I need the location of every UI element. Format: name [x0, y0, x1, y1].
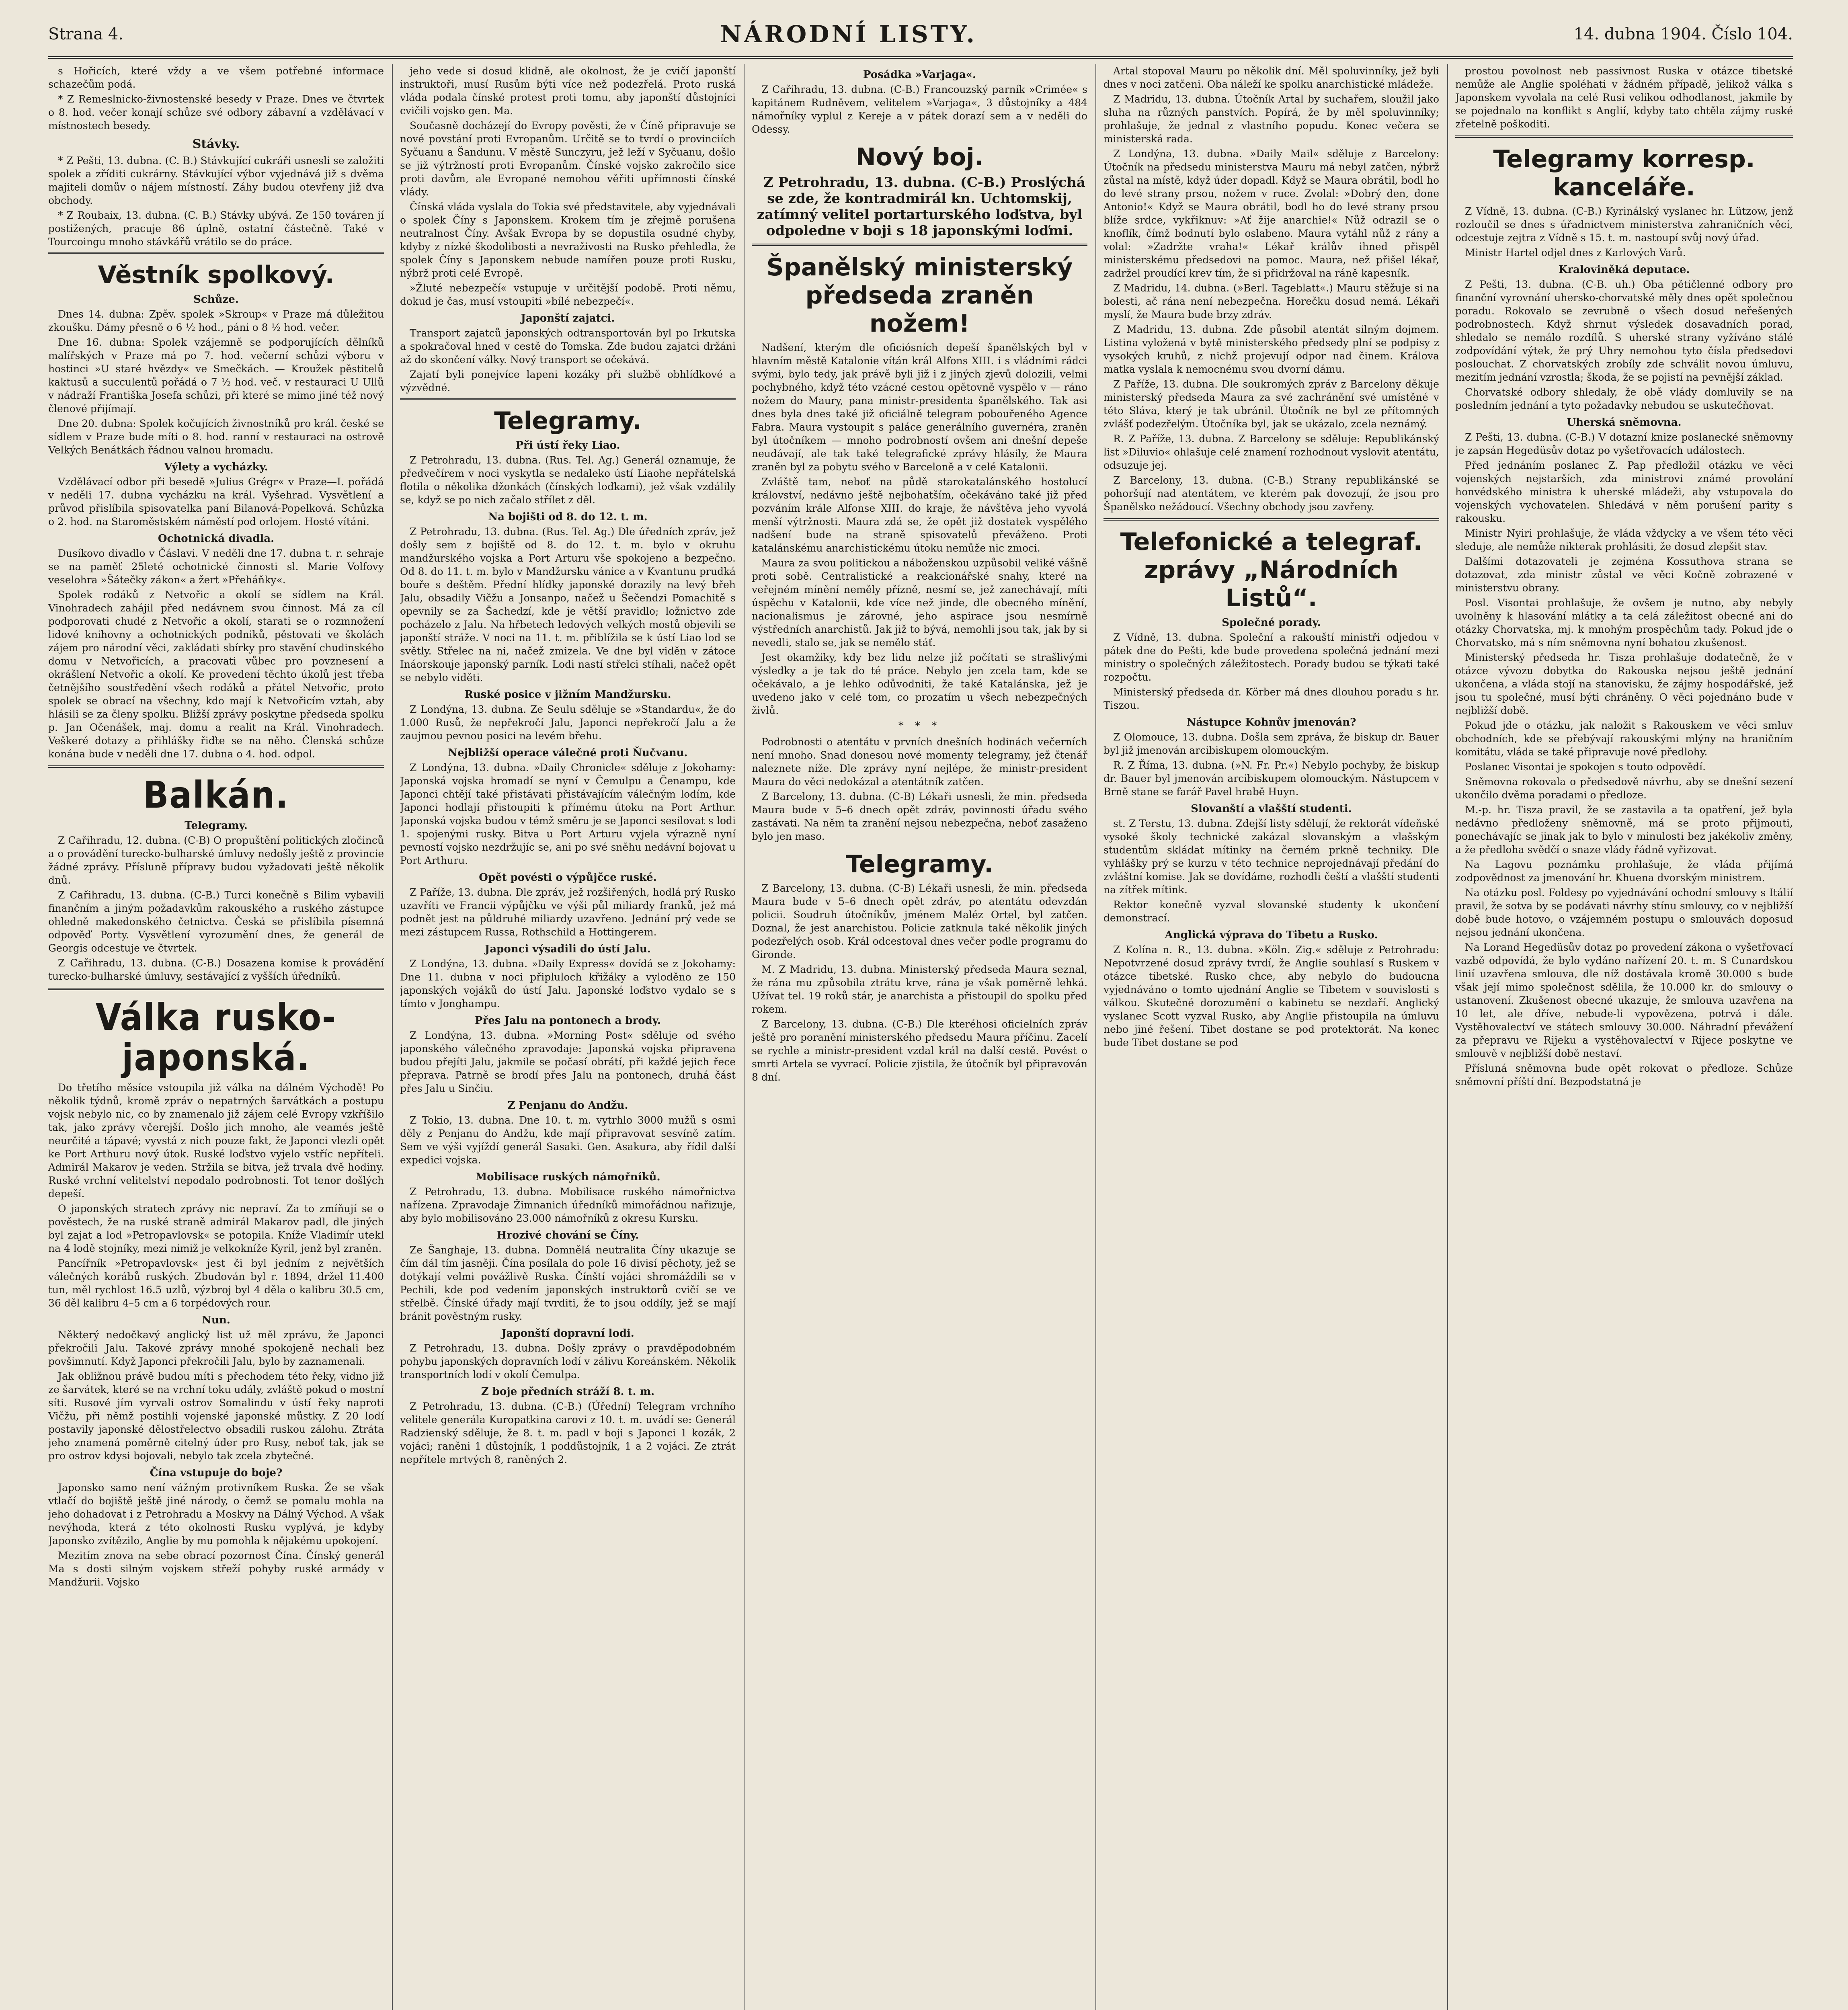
paragraph: Z Paříže, 13. dubna. Dle zpráv, jež rozšiřených, hodlá prý Rusko uzavříti ve Francii výpůjčku ve výši půl miliardy franků, jež má podnět jest na půldruhé miliardy uzavřeno. Jednání prý vede se mezi zástupcem Russa, Rothschild a Hottingerem. — [400, 886, 736, 938]
paragraph: Posl. Visontai prohlašuje, že ovšem je nutno, aby nebyly uvolněny k hlasování mlátky a ta celá záležitost obecné ani do otázky Chorvatska, mj. k mnohým prospěchům tady. Pokud jde o Chorvatsko, má s ním sněmovna nyní bohatou zkušenost. — [1455, 597, 1793, 648]
paragraph: prostou povolnost neb passivnost Ruska v otázce tibetské nemůže ale Anglie spoléhati v žádném případě, jelikož válka s Japonskem vyvolala na celé Rusi velikou odhodlanost, jakmile by se pojednalo na konflikt s Anglií, kdyby tato chtěla zájmy ruské zřetelně poškoditi. — [1455, 65, 1793, 130]
paragraph: Nadšení, kterým dle oficiósních depeší španělských byl v hlavním městě Katalonie vítán král Alfons XIII. i s vládními rádci svými, bylo tedy, jak právě byli již i z jiných zjevů dolozili, velmi pochybného, když této vzácné cestou opětovně vyspělo v — ráno nožem do Maury, pana ministr-presidenta španělského. Tak asi dnes byla dnes také již oficiálně telegram pobouřeného Agence Fabra. Maura vystoupit s paláce generálního guvernéra, zraněn byl útočníkem — mnoho podrobností ovšem ani dnešní depeše neudávají, ale tak také telegrafické zprávy hlásily, že Maura zraněn byl za pobytu svého v Barceloně a v celé Katalonii. — [752, 342, 1087, 473]
subheading: Z Penjanu do Andžu. — [507, 1099, 628, 1112]
paragraph: Z Petrohradu, 13. dubna. Mobilisace ruského námořnictva nařízena. Zpravodaje Žimnanich úředníků mimořádnou nařizuje, aby bylo mobilisováno 23.000 námořníků z okresu Kursku. — [400, 1186, 736, 1224]
paragraph: M.-p. hr. Tisza pravil, že se zastavila a ta opatření, jež byla nedávno předloženy sněmovně, má se proto přijmouti, ponechávajíc se jinak jak to bylo v minulosti bez jakékoliv změny, a že předloha svědčí o snaze vlády řádně vyřizovat. — [1455, 804, 1793, 855]
paragraph: Mezitím znova na sebe obrací pozornost Čína. Čínský generál Ma s dosti silným vojskem střeží pohyby ruské armády v Mandžurii. Vojsko — [48, 1550, 384, 1588]
paragraph: Rektor konečně vyzval slovanské studenty k ukončení demonstrací. — [1103, 899, 1439, 924]
paragraph: Dusíkovo divadlo v Čáslavi. V neděli dne 17. dubna t. r. sehraje se na paměť 25leté ochotnické činnosti sl. Marie Volfovy veselohra »Šátečky zákon« a žert »Přeháňky«. — [48, 548, 384, 586]
subheading: Při ústí řeky Liao. — [515, 439, 620, 451]
subheading: Kraloviněká deputace. — [1558, 264, 1690, 276]
section-heading-telegramy-3: Telegramy. — [846, 850, 993, 878]
column-2 — [400, 64, 736, 2010]
issue-date: 14. dubna 1904. Číslo 104. — [1573, 25, 1793, 43]
page-number: Strana 4. — [48, 25, 123, 43]
subheading: Mobilisace ruských námořníků. — [475, 1171, 660, 1183]
paragraph: * Z Pešti, 13. dubna. (C. B.) Stávkující cukráři usnesli se založiti spolek a zříditi cukrárny. Stávkující výbor vyjednává již s dvěma majiteli domův o nájem místností. Záhy budou otevřeny již dva obchody. — [48, 155, 384, 206]
subheading: Ruské posice v jižním Mandžursku. — [464, 689, 671, 701]
lead-paragraph: Z Petrohradu, 13. dubna. (C-B.) Proslýchá se zde, že kontradmirál kn. Uchtomskij, zatímný velitel portarturského loďstva, byl odpoledne v boji s 18 japonskými loďmi. — [757, 174, 1085, 239]
paragraph: Z Pešti, 13. dubna. (C-B. uh.) Oba pětičlenné odbory pro finanční vyrovnání uhersko-chorvatské měly dnes opět společnou poradu. Rokovalo se zevrubně o všech dosud neřešených podrobnostech. Když shrnut výsledek dosavadních porad, shledalo se nemálo rozdílů. S uherské strany vyžíváno stálé zodpovídání výtek, že prý Uhry nemohou tyto čísla předsedovi poslouchat. Z chorvatských zrobíly zde schválit novou úmluvu, mezitím jednání vzrostla; škoda, že se pojistí na pevnější základ. — [1455, 279, 1793, 383]
paragraph: Dnes 14. dubna: Zpěv. spolek »Skroup« v Praze má důležitou zkoušku. Dámy přesně o 6 ½ hod., páni o 8 ½ hod. večer. — [48, 308, 384, 333]
paragraph: * Z Roubaix, 13. dubna. (C. B.) Stávky ubývá. Ze 150 továren jí postižených, pracuje 86 úplně, ostatní částečně. Také v Tourcoingu mnoho stávkářů vrátilo se do práce. — [48, 209, 384, 248]
subheading: Nun. — [202, 1314, 230, 1326]
subheading: Uherská sněmovna. — [1567, 416, 1682, 429]
subheading: Posádka »Varjaga«. — [863, 69, 976, 81]
section-heading-spanelsky: Španělský ministerský předseda zraněn nožem! — [766, 253, 1073, 338]
paragraph: Z Londýna, 13. dubna. »Daily Mail« sděluje z Barcelony: Útočník na předsedu ministerstva Mauru má nebyl zatčen, nýbrž zůstal na místě, když úder dopadl. Když se Maura obrátil, bodl ho do levé strany prsou, nožem v ruce. Zvolal: »Dobrý den, done Antonio!« Když se Maura obrátil, bodl ho do levé strany prsou blíže srdce, vykřiknuv: »Ať žije anarchie!« Nůž odrazil se o knoflík, čímž bodnutí bylo oslabeno. Maura vytáhl nůž z rány a volal: »Zadržte vraha!« Lékař králův ihned přispěl ministerskému předsedovi na pomoc. Maura, než přišel lékař, zadržel proudící krev tím, že si přidržoval na ráně kapesník. — [1103, 148, 1439, 279]
paragraph: Přísluná sněmovna bude opět rokovat o předloze. Schůze sněmovní příští dní. Bezpodstatná je — [1455, 1062, 1793, 1087]
paragraph: Dalšími dotazovateli je zejména Kossuthova strana se dotazovat, zda ministr zůstal ve věci Kočně zobrazené v ministerstvu obrany. — [1455, 556, 1793, 594]
paragraph: Spolek rodáků z Netvořic a okolí se sídlem na Král. Vinohradech zahájil před nedávnem svou činnost. Má za cíl podporovati chudé z Netvořic a okolí, starati se o rozmnožení lidové knihovny a ochotnických podniků, pěstovati ve školách zájem pro národní věci, zakládati sbírky pro stavění chudinského domu v Netvořicích, a pracovati vůbec pro povznesení a okrášlení Netvořic a okolí. Ke provedení těchto úkolů jest třeba četnějšího soustředění všech rodáků a přátel Netvořic, proto spolek se obrací na všechny, kdo mají k Netvořicím vztah, aby hlásili se za členy spolku. Bližší zprávy poskytne předseda spolku p. Jan Očenášek, maj. domu a realit na Král. Vinohradech. Veškeré dotazy a přihlášky řiďte se na něho. Členská schůze konána bude v neděli dne 17. dubna o 4. hod. odpol. — [48, 589, 384, 760]
paragraph: Z Barcelony, 13. dubna. (C-B) Lékaři usnesli, že min. předseda Maura bude v 5–6 dnech opět zdráv, po atentátu odevzdán policii. Soudruh útočníkův, jménem Maléz Ortel, byl zatčen. Doznal, že jest anarchistou. Policie zatknula také několik jiných podezřelých osob. Král odcestoval dnes večer podle programu do Gironde. — [752, 882, 1087, 960]
paragraph: »Žluté nebezpečí« vstupuje v určitější podobě. Proti němu, dokud je čas, musí vstoupiti »bílé nebezpečí«. — [400, 282, 736, 307]
paragraph: Japonsko samo není vážným protivníkem Ruska. Že se však vtlačí do bojiště ještě jiné národy, o čemž se pomalu mohla na jeho dohadovat i z Petrohradu a Moskvy na Dálný Východ. A však nevýhoda, která z této okolnosti Rusku vyplývá, je kdyby Japonsko zvítězilo, Anglie by mu pomohla k nějakému upokojení. — [48, 1482, 384, 1546]
paragraph: Z Cařihradu, 13. dubna. (C-B.) Turci konečně s Bilim vybavili finančním a jiným požadavkům rakouského a ruského zástupce ohledně makedonského četnictva. Česká se přislíbila písemná odpověď Porty. Vysvětlení vyrozumění dnes, že generál de Georgis odcestuje ve čtvrtek. — [48, 889, 384, 954]
column-5 — [1455, 64, 1793, 2010]
paragraph: R. Z Říma, 13. dubna. (»N. Fr. Pr.«) Nebylo pochyby, že biskup dr. Bauer byl jmenován arcibiskupem olomouckým. Nástupcem v Brně stane se farář Pavel hrabě Huyn. — [1103, 759, 1439, 798]
paragraph: Pokud jde o otázku, jak naložit s Rakouskem ve věci smluv obchodních, kde se přebývají rakouskými mlýny na hraničním komitátu, vláda se také připravuje nové předlohy. — [1455, 720, 1793, 758]
paragraph: Z Madridu, 13. dubna. Zde působil atentát silným dojmem. Listina vyložená v bytě ministerského předsedy plní se podpisy z vysokých kruhů, z nichž projevují odpor nad činem. Králova matka vyslala k nemocnému svou dvorní dámu. — [1103, 324, 1439, 375]
subheading: Opět povésti o výpůjčce ruské. — [479, 872, 657, 884]
paragraph: Podrobnosti o atentátu v prvních dnešních hodinách večerních není mnoho. Snad donesou nové momenty telegramy, jež čtenář naleznete níže. Dle zprávy nyní nejlépe, že ministr-president Maura do věci nedokázal a atentátník zatčen. — [752, 736, 1087, 788]
subheading: Nejbližší operace válečné proti Ňučvanu. — [448, 747, 688, 759]
paragraph: st. Z Terstu, 13. dubna. Zdejší listy sdělují, že rektorát vídeňské vysoké školy technické zakázal slovanským a vlašským studentům skládat mítinky na černém prkně techniky. Dle vyhlášky prý se kurzu v této technice neprojednávají předání do zvláštní komise. Jak se dovídáme, rozhodli čeští a vlašští studenti na zítřek mítink. — [1103, 818, 1439, 896]
paragraph: Z Londýna, 13. dubna. Ze Seulu sděluje se »Standardu«, že do 1.000 Rusů, že nepřekročí Jalu, Japonci nepřekročí Jalu a že zaujmou pevnou posici na levém břehu. — [400, 704, 736, 742]
section-heading-vestnik: Věstník spolkový. — [98, 261, 334, 289]
paragraph: Z Vídně, 13. dubna. Společní a rakouští ministři odjedou v pátek dne do Pešti, kde bude provedena společná jednání mezi ministry o společných záležitostech. Porady budou se týkati také rozpočtu. — [1103, 632, 1439, 683]
paragraph: Vzdělávací odbor při besedě »Julius Grégr« v Praze—I. pořádá v neděli 17. dubna vycházku na král. Vyšehrad. Vysvětlení a průvod přislíbila spisovatelka paní Bilanová-Popelková. Schůzka o 2. hod. na Staroměstském náměstí pod orlojem. Hosté vítáni. — [48, 476, 384, 527]
subheading: Výlety a vycházky. — [164, 461, 268, 473]
paragraph: Sněmovna rokovala o předsedově návrhu, aby se dnešní sezení ukončilo dvěma poradami o předloze. — [1455, 776, 1793, 801]
subheading: Schůze. — [193, 293, 239, 306]
paragraph: Z Barcelony, 13. dubna. (C-B.) Dle kteréhosi oficielních zpráv ještě pro poranění ministerského předsedu Maura příčinu. Zacelí se rychle a ministr-president vzdal král na další cestě. Povést o smrti Artela se vyvrací. Policie zjistila, že útočník byl připravován 8 dní. — [752, 1018, 1087, 1083]
paragraph: Na Lagovu poznámku prohlašuje, že vláda přijímá zodpovědnost za jmenování hr. Khuena dvorským ministrem. — [1455, 859, 1793, 884]
paragraph: Z Petrohradu, 13. dubna. (Rus. Tel. Ag.) Generál oznamuje, že předvečírem v noci vyskytla se nedaleko ústí Liaohe nepřátelská flotila o několika džonkách (čínských loďkami), jež však vzdálily se, když se po nich začalo střílet z děl. — [400, 454, 736, 506]
subheading: Přes Jalu na pontonech a brody. — [475, 1015, 661, 1027]
paragraph: Na Lorand Hegedüsův dotaz po provedení zákona o vyšetřovací vazbě odpovídá, že bylo vydáno nařízení 20. t. m. S Cunardskou linií uzavřena smlouva, dle níž dostávala kromě 30.000 s bude však její mimo společnost sdělila, že 10.000 kr. do smlouvy o ustanovení. Zkušenost obecné ukazuje, že smlouva uzavřena na 10 let, ale dříve, nebude-li vypovězena, potrvá i dále. Vystěhovalectví ve státech smlouvy 30.000. Náhradní převážení za přepravu ve Rijeku a vystěhovalectví v Rijece poskytne ve smlouvě v nejbližší době nestaví. — [1455, 941, 1793, 1059]
column-rule — [1447, 64, 1448, 2010]
paragraph: Ministerský předseda hr. Tisza prohlašuje dodatečně, že v otázce vývozu dobytka do Rakouska nejsou ještě jednání ukončena, a vláda stojí na stanovisku, že zájmy hospodářské, jež jsou tu společné, musí býti chráněny. O věci pojednáno bude v nejbližší době. — [1455, 652, 1793, 716]
column-rule — [1095, 64, 1096, 2010]
paragraph: Z Cařihradu, 13. dubna. (C-B.) Dosazena komise k provádění turecko-bulharské úmluvy, sestávající z vyšších úředníků. — [48, 957, 384, 982]
paragraph: Z Petrohradu, 13. dubna. (C-B.) (Úřední) Telegram vrchního velitele generála Kuropatkina carovi z 10. t. m. uvádí se: Generál Radzienský sděluje, že 8. t. m. padl v boji s Japonci 1 kozák, 2 vojáci; raněni 1 důstojník, 1 poddůstojník, 1 a 2 vojáci. Ze ztrát nepřítele mrtvých 8, raněných 2. — [400, 1401, 736, 1465]
paragraph: Ministerský předseda dr. Körber má dnes dlouhou poradu s hr. Tiszou. — [1103, 686, 1439, 711]
paragraph: Čínská vláda vyslala do Tokia své představitele, aby vyjednávali o spolek Číny s Japonskem. Krokem tím je zřejmě porušena neutralnost Číny. Avšak Evropa by se dopustila osudné chyby, kdyby z nízké škodolibosti a nevraživosti na Rusko přehledla, že spolek Číny s Japonskem nebude namířen pouze proti Rusku, nýbrž proti celé Evropě. — [400, 201, 736, 279]
subheading: Na bojišti od 8. do 12. t. m. — [488, 511, 648, 523]
paragraph: Z Petrohradu, 13. dubna. (Rus. Tel. Ag.) Dle úředních zpráv, jež došly sem z bojiště od 8. do 12. t. m. bylo v okruhu mandžurského vojska a Port Arturu vše spokojeno a bezpečno. Od 8. do 11. t. m. bylo v Mandžursku vánice a v Kvantunu prudká bouře s deštěm. Přední hlídky japonské dorazily na levý břeh Jalu, obsadily Vičžu a Jonsanpo, načež u Šečendzi Pomachitě s opevnily se za Šachedzí, kde je větší pravidlo; ložnictvo zde pocházelo z Jalu. Na hřbetech ledových velkých mostů objevili se japonští stráže. V noci na 11. t. m. přiblížila se k ústí Liao lod se světly. Střelec na ni, načež zmizela. Ve dne byl viděn v zátoce Ináorskouje japonský parník. Lodi nastí střelci stíhali, načež opět se nebylo viděti. — [400, 526, 736, 683]
paragraph: Maura za svou politickou a náboženskou uzpůsobil veliké vášně proti sobě. Centralistické a reakcionářské snahy, které na veřejném mínění neměly přízně, nesmí se, jež zanechávají, míti úspěchu v Katalonii, kde více než jinde, dle obecného mínění, nacionalismus je zárovné, jeho aspirace jsou nesmírně výstředních anarchistů. Jak již to bývá, nemohli jsou tak, jak by si nevedli, stalo se, jak se nemělo stáť. — [752, 557, 1087, 648]
paragraph: Na otázku posl. Foldesy po vyjednávání ochodní smlouvy s Itálií pravil, že sotva by se podávati návrhy stínu smlouvy, co v nejbližší době bude hotovo, o vzájemném postupu o smlouvách doposud nejsou jednání ukončena. — [1455, 887, 1793, 938]
paragraph: s Hořicích, které vždy a ve všem potřebné informace schazečům podá. — [48, 65, 384, 90]
paragraph: Zajatí byli ponejvíce lapeni kozáky při službě obhlídkové a výzvědné. — [400, 369, 736, 394]
section-heading-novy-boj: Nový boj. — [855, 143, 984, 171]
paragraph: Před jednáním poslanec Z. Pap předložil otázku ve věci vojenských nejstarších, zda ministrovi známé provolání honvédského ministra k uherské mládeži, aby vstupovala do vojenských vychovatelen. Shledává v něm porušení parity s rakousku. — [1455, 459, 1793, 524]
subheading: Nástupce Kohnův jmenován? — [1186, 716, 1356, 728]
paragraph: Ministr Nyiri prohlašuje, že vláda vždycky a ve všem této věci sleduje, ale nemůže nikterak prohlásiti, že dosud zlepšit stav. — [1455, 527, 1793, 552]
paragraph: Z Cařihradu, 12. dubna. (C-B) O propuštění politických zločinců a o provádění turecko-bulharské úmluvy nedošly ještě z provincie žádné zprávy. Přísluně přípravy budou vyžadovati ještě několik dnů. — [48, 835, 384, 886]
paragraph: Ministr Hartel odjel dnes z Karlových Varů. — [1465, 247, 1686, 258]
paragraph: Dne 16. dubna: Spolek vzájemně se podporujících dělníků malířských v Praze má po 7. hod. večerní schůzi výboru v hostinci »U staré hvězdy« ve Smečkách. — Kroužek pěstitelů kaktusů a succulentů pořádá o 7 ½ hod. več. v restauraci U Ullů v nádraží Františka Josefa schůzi, při které se mimo jiné též nový členové přijímají. — [48, 336, 384, 414]
paragraph: Artal stopoval Mauru po několik dní. Měl spoluvinníky, jež byli dnes v noci zatčeni. Oba náleží ke spolku anarchistické mládeže. — [1103, 65, 1439, 90]
paragraph: Některý nedočkavý anglický list už měl zprávu, že Japonci překročili Jalu. Takové zprávy mnohé spokojeně nechali bez povšimnutí. Když Japonci překročili Jalu, bylo by zaznamenali. — [48, 1329, 384, 1367]
paragraph: Z Tokio, 13. dubna. Dne 10. t. m. vytrhlo 3000 mužů s osmi děly z Penjanu do Andžu, kde mají připravovat sesvíně zatím. Sem ve výši vyjíždí generál Sasaki. Gen. Asakura, aby řídil další expedici vojska. — [400, 1114, 736, 1166]
paragraph: Z Londýna, 13. dubna. »Morning Post« sděluje od svého japonského válečného zpravodaje: Japonská vojska připravena budou přejíti Jalu, jakmile se počasí obrátí, při každé jejich řece přeprava. Patrně se brodí přes Jalu na pontonech, druhá část přes Jalu u Sinčiu. — [400, 1030, 736, 1094]
subheading: Ochotnická divadla. — [158, 533, 275, 545]
paragraph: Zvláště tam, neboť na půdě starokatalánského hostolucí království, nedávno ještě nejbohatším, očekáváno také již před pozváním krále Alfonse XIII. do kraje, že návštěva jeho vyvolá menší výtržnosti. Maura zdá se, že opět již dostatek vyspělého nadšení bude na straně spisovatelů převáženo. Proti katalánskému anarchistickému útoku nemůže nic zmoci. — [752, 476, 1087, 554]
section-heading-stavky: Stávky. — [192, 137, 240, 151]
paragraph: Z Barcelony, 13. dubna. (C-B.) Strany republikánské se pohoršují nad atentátem, ve kterém pak dovozují, že jsou pro Španělsko nežádoucí. Všechny obchody jsou zavřeny. — [1103, 474, 1439, 513]
paragraph: Transport zajatců japonských odtransportován byl po Irkutska a spokračoval hned v cestě do Tomska. Zde budou zajatci držáni až do skončení války. Nový transport se očekává. — [400, 327, 736, 365]
paragraph: Z Kolína n. R., 13. dubna. »Köln. Zig.« sděluje z Petrohradu: Nepotvrzené dosud zprávy tvrdí, že Anglie souhlasí s Ruskem v otázce tibetské. Rusko chce, aby nebylo do budoucna vyjednáváno o tomto ujednání Anglie se Tibetem v souvislosti s válkou. Skutečné dorozumění o kabinetu se nezdaří. Anglický vyslanec Scott vyzval Rusko, aby Anglie přistoupila na úmluvu nebo jiné řešení. Tibet dostane se pod protektorát. Na konec bude Tibet dostane se pod — [1103, 944, 1439, 1048]
paragraph: Ze Šanghaje, 13. dubna. Domnělá neutralita Číny ukazuje se čím dál tím jasněji. Čína posílala do pole 16 divisí pěchoty, jež se dotýkají velmi povážlivě Ruska. Čínští vojáci shromáždili se v Pechili, kde pod vedením japonských instruktorů cvičí se ve střelbě. Čínské úřady mají tvrditi, že to jsou oddíly, jež se mají bránit pověstným rusky. — [400, 1244, 736, 1322]
section-heading-balkan: Balkán. — [143, 773, 289, 816]
paragraph: Chorvatské odbory shledaly, že obě vlády domluvily se na posledním jednání a tyto požadavky nebudou se uskutečňovat. — [1455, 386, 1793, 411]
subheading: Společné porady. — [1222, 617, 1321, 629]
column-rule — [392, 64, 393, 2010]
paragraph: Z Madridu, 14. dubna. (»Berl. Tageblatt«.) Mauru stěžuje si na bolesti, ač rána není nebezpečna. Horečku dosud nemá. Lékaři myslí, že Maura bude brzy zdráv. — [1103, 282, 1439, 320]
section-heading-telefonicke: Telefonické a telegraf. zprávy „Národních Listů“. — [1120, 528, 1423, 612]
paragraph: Z Barcelony, 13. dubna. (C-B) Lékaři usnesli, že min. předseda Maura bude v 5–6 dnech opět zdráv, povinnosti úřadu svého zastávati. Na něm ta zranění nejsou nebezpečna, neboť zasaženo bylo jen maso. — [752, 791, 1087, 842]
paragraph: Z Pešti, 13. dubna. (C-B.) V dotazní knize poslanecké sněmovny je zapsán Hegedüsův dotaz po vyšetřovacích událostech. — [1455, 431, 1793, 456]
paragraph: Pancířník »Petropavlovsk« jest či byl jedním z největších válečných korábů ruských. Zbudován byl r. 1894, držel 11.400 tun, měl rychlost 16.5 uzlů, výzbroj byl 4 děla o kalibru 30.5 cm, 36 děl kalibru 4–5 cm a 6 torpédových rour. — [48, 1257, 384, 1309]
paragraph: jeho vede si dosud klidně, ale okolnost, že je cvičí japonští instruktoři, musí Rusům býti více než podezřelá. Proto ruská vláda podala čínské protest proti tomu, aby japonští důstojníci cvičili vojsko gen. Ma. — [400, 65, 736, 117]
subheading: Japonci výsadili do ústí Jalu. — [485, 943, 651, 955]
subheading: Telegramy. — [185, 820, 248, 832]
paragraph: Z Londýna, 13. dubna. »Daily Express« dovídá se z Jokohamy: Dne 11. dubna v noci připluloch křižáky a vyloděno ze 150 japonských vojáků do ústí Jalu. Japonské loďstvo vydalo se s tímto v Jonghampu. — [400, 958, 736, 1009]
section-heading-korresp: Telegramy korresp. kanceláře. — [1493, 145, 1755, 201]
subheading: Z boje předních stráží 8. t. m. — [481, 1386, 655, 1398]
paragraph: Z Olomouce, 13. dubna. Došla sem zpráva, že biskup dr. Bauer byl již jmenován arcibiskupem olomouckým. — [1103, 731, 1439, 756]
subheading: Anglická výprava do Tibetu a Rusko. — [1165, 929, 1378, 941]
column-3 — [752, 64, 1087, 2010]
paragraph: M. Z Madridu, 13. dubna. Ministerský předseda Maura seznal, že rána mu způsobila ztrátu krve, rána je však poměrně lehká. Užívat tel. 19 roků stár, je anarchista a přistoupil do spolku před rokem. — [752, 964, 1087, 1015]
paragraph: Poslanec Visontai je spokojen s touto odpovědí. — [1465, 761, 1706, 773]
paragraph: * Z Remeslnicko-živnostenské besedy v Praze. Dnes ve čtvrtek o 8. hod. večer konají schůze své odbory zábavní a vzdělávací v místnostech besedy. — [48, 93, 384, 131]
column-1 — [48, 64, 384, 2010]
columns — [48, 64, 1793, 2010]
subheading: Čína vstupuje do boje? — [150, 1467, 283, 1479]
paragraph: Jest okamžiky, kdy bez lidu nelze již počítati se strašlivými výsledky a je tak do té práce. Nebylo jen zcela tam, kde se očekávalo, a je lehko odůvodniti, že také Katalánska, jež je uvedeno jako v celé tom, co prozatím u všech nebezpečných živlů. — [752, 652, 1087, 716]
section-heading-valka: Válka rusko-japonská. — [95, 996, 337, 1079]
paragraph: Z Cařihradu, 13. dubna. (C-B.) Francouzský parník »Crimée« s kapitánem Rudněvem, velitelem »Varjaga«, 3 důstojníky a 484 námořníky vyplul z Kereje a v pátek dorazí sem a v neděli do Odessy. — [752, 84, 1087, 135]
section-heading-telegramy: Telegramy. — [494, 407, 642, 435]
paragraph: Z Paříže, 13. dubna. Dle soukromých zpráv z Barcelony děkuje ministerský předseda Maura za své zachránění své umístěné v této Sláva, který je tak ubránil. Útočník ne byl ze přítomných zvlášť podezřelým. Útočníka byl, jak se ukázalo, zcela neznámý. — [1103, 378, 1439, 430]
paragraph: O japonských stratech zprávy nic nepraví. Za to zmíňují se o pověstech, že na ruské straně admirál Makarov padl, dle jiných byl zajat a lod »Petropavlovsk« se potopila. Kníže Vladimír utekl na 4 lodě stojníky, mezi nimiž je velkokníže Kyril, jenž byl zraněn. — [48, 1203, 384, 1254]
paragraph: Do třetího měsíce vstoupila již válka na dálném Východě! Po několik týdnů, kromě zpráv o nepatrných šarvátkách a postupu vojsk nebylo nic, co by znamenalo již zájem celé Evropy vzkříšilo tak, jako zprávy včerejší. Došlo jich mnoho, ale veamés ještě neurčité a tápavé; vyvstá z nich pouze fakt, že Japonci vlezli opět ke Port Arthuru nový útok. Ruské loďstvo vyjelo vstříc nepříteli. Admirál Makarov je veden. Stržila se bitva, jež trvala dvě hodiny. Ruské vrchní velitelství nepodalo podrobnosti. Tot tenor došlých depeší. — [48, 1082, 384, 1200]
masthead: NÁRODNÍ LISTY. — [720, 21, 977, 48]
paragraph: Dne 20. dubna: Spolek kočujících živnostníků pro král. české se sídlem v Praze bude míti o 8. hod. ranní v restauraci na ostrově Velkých Benátkách řádnou valnou hromadu. — [48, 418, 384, 456]
column-rule — [744, 64, 745, 2010]
column-4 — [1103, 64, 1439, 2010]
subheading: Slovanští a vlašští studenti. — [1191, 803, 1352, 815]
paragraph: Z Madridu, 13. dubna. Útočník Artal by suchařem, sloužil jako sluha na různých panstvích. Popírá, že by měl spoluvinníky; prohlašuje, že jednal z vlastního popudu. Konec večera se ministerská rada. — [1103, 93, 1439, 145]
paragraph: Z Vídně, 13. dubna. (C-B.) Kyrinálský vyslanec hr. Lützow, jenž rozloučil se dnes s úřadnictvem ministerstva zahraničních věcí, odcestuje zejtra z Vídně s 15. t. m. nastoupí svůj nový úřad. — [1455, 205, 1793, 244]
paragraph: Z Petrohradu, 13. dubna. Došly zprávy o pravděpodobném pohybu japonských dopravních lodí v zálivu Koreánském. Několik transportních lodí v okolí Čemulpa. — [400, 1342, 736, 1380]
paragraph: R. Z Paříže, 13. dubna. Z Barcelony se sděluje: Republikánský list »Diluvio« ohlašuje celé znamení rozhodnout vyslovit atentátu, odsuzuje jej. — [1103, 433, 1439, 471]
paragraph: Současně docházejí do Evropy pověsti, že v Číně připravuje se nové povstání proti Evropanům. Určitě se to tvrdí o provinciích Syčuanu a Šandunu. V městě Sunczyru, jež leží v Syčuanu, došlo se již výtržností proti Evropanům. Čínské vojsko zakročilo sice proti davům, ale Evropané nemohou věřiti upřímnosti čínské vlády. — [400, 120, 736, 198]
subheading: Hrozivé chování se Číny. — [496, 1229, 639, 1241]
subheading: Japonští dopravní lodi. — [501, 1327, 634, 1339]
subheading: Japonští zajatci. — [521, 312, 615, 324]
paragraph: Jak obližnou právě budou míti s přechodem této řeky, vidno již ze šarvátek, které se na vrchní toku udály, zvláště pokud o mostní síti. Rusové jím vyrvali ostrov Somalindu v ústí řeky naproti Vičžu, při němž postihli vojenské japonské můstky. Z 20 lodí postavily japonské dělostřelectvo obsadili ruskou zálohu. Ztráta jeho znamená poměrně citelný úder pro Rusy, neboť tak, jak se pro ostrov kdysi bojovali, nebylo tak zcela zbytečné. — [48, 1370, 384, 1462]
separator-stars: * * * — [898, 720, 941, 732]
page-header — [48, 12, 1793, 59]
paragraph: Z Londýna, 13. dubna. »Daily Chronicle« sděluje z Jokohamy: Japonská vojska hromadí se nyní v Čemulpu a Čenampu, kde Japonci chtějí také přistávati přistávajícím válečným lodím, kde Japonci hodlají přistoupiti k přímému útoku na Port Arthur. Japonská vojska budou v témž směru je se Japonci sesilovat s lodi 1. spojenými rusky. Bitva u Port Arturu vyjela výrazně nyní pevností vojsko nezdržujíc se, ani po své sněhu nedávní bojovat u Port Arthuru. — [400, 762, 736, 866]
